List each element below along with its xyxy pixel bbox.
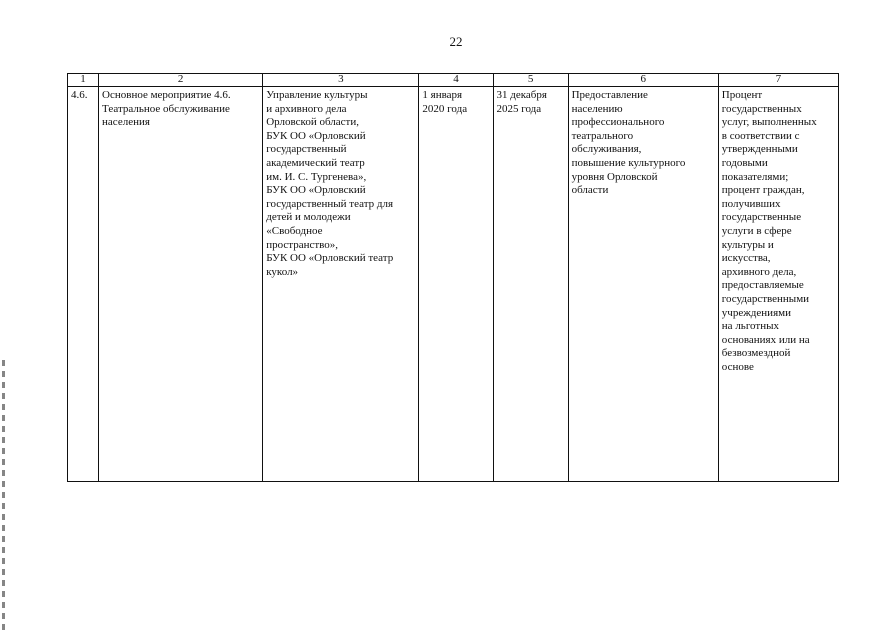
cell-text-line: основе [721,360,754,373]
header-cell-2: 2 [99,74,263,87]
cell-text-line: на льготных [721,320,779,333]
cell-text-line: области [571,184,609,197]
cell-text-line: населению [571,102,623,115]
cell-text-line: им. И. С. Тургенева», [266,170,367,183]
cell-text-line: 2020 года [422,102,468,115]
cell-text-line: государственный театр для [266,197,394,210]
cell-text-line: БУК ОО «Орловский [266,129,366,142]
cell-text-line: культуры и [721,238,774,251]
page-number: 22 [449,34,463,49]
cell-text-line: учреждениями [721,306,791,319]
cell-text-line: Театральное обслуживание [102,102,230,115]
row-number-cell [68,87,99,482]
cell-text-line: уровня Орловской [571,170,658,183]
cell-text-line: государственных [721,102,802,115]
header-cell-1: 1 [68,74,99,87]
cell-text-line: пространство», [266,238,339,251]
cell-text-line: обслуживания, [571,143,642,156]
cell-text-line: профессионального [571,116,665,129]
cell-text-line: повышение культурного [571,156,686,169]
cell-text-line: в соответствии с [721,129,800,142]
cell-text-line: Управление культуры [266,89,368,101]
cell-text-line: государственный [266,143,347,156]
cell-text-line: БУК ОО «Орловский [266,184,366,197]
cell-text-line: процент граждан, [721,184,805,197]
cell-text-line: 1 января [422,89,463,101]
cell-text-line: «Свободное [266,224,323,237]
cell-text-line: театрального [571,129,634,142]
indicator-cell [718,87,838,482]
cell-text-line: 31 декабря [496,89,547,101]
cell-text-line: академический театр [266,156,365,169]
cell-text-line: Орловской области, [266,116,359,129]
cell-text-line: кукол» [266,265,299,278]
cell-text-line: утвержденными [721,143,798,156]
cell-text-line: услуг, выполненных [721,116,817,129]
cell-text-line: Предоставление [571,89,648,101]
cell-text-line: безвозмездной [721,347,791,360]
activity-table [67,73,839,482]
header-cell-6: 6 [568,74,718,87]
cell-text-line: услуги в сфере [721,224,792,237]
header-cell-3: 3 [263,74,419,87]
cell-text-line: годовыми [721,156,768,169]
scan-edge-artifact [2,360,5,630]
result-cell [568,87,718,482]
end-date-cell [493,87,568,482]
header-cell-7: 7 [718,74,838,87]
cell-text-line: получивших [721,197,781,210]
cell-text-line: БУК ОО «Орловский театр [266,252,394,265]
cell-text-line: детей и молодежи [266,211,351,224]
cell-text-line: искусства, [721,252,771,265]
cell-text-line: предоставляемые [721,279,804,292]
start-date-cell [419,87,493,482]
row-number: 4.6. [71,89,88,101]
cell-text-line: архивного дела, [721,265,797,278]
cell-text-line: основаниях или на [721,333,810,346]
cell-text-line: государственные [721,211,802,224]
cell-text-line: Процент [721,89,763,101]
table-row [68,87,839,482]
cell-text-line: населения [102,116,150,129]
executor-cell [263,87,419,482]
cell-text-line: 2025 года [496,102,542,115]
cell-text-line: и архивного дела [266,102,347,115]
header-row [68,74,839,87]
header-cell-4: 4 [419,74,493,87]
event-cell [99,87,263,482]
cell-text-line: государственными [721,292,810,305]
cell-text-line: показателями; [721,170,789,183]
cell-text-line: Основное мероприятие 4.6. [102,89,231,101]
header-cell-5: 5 [493,74,568,87]
